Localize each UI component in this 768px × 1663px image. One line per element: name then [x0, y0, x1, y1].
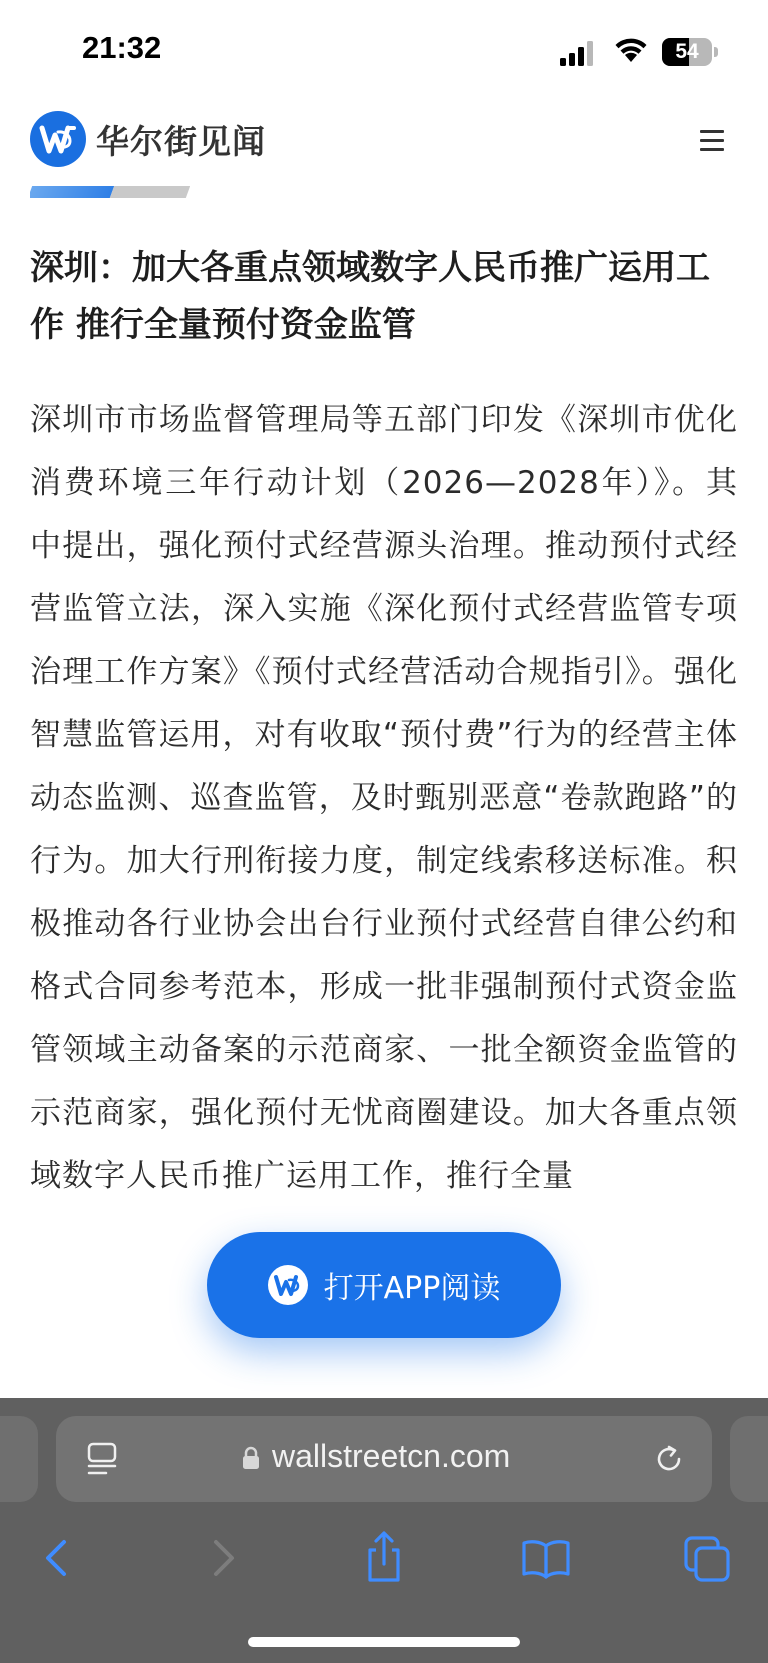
address-bar[interactable]: [56, 1416, 712, 1502]
lock-icon: [242, 1446, 260, 1470]
wallstreetcn-logo-icon: [30, 111, 86, 167]
wifi-icon: [614, 36, 648, 64]
status-time: 21:32: [82, 30, 162, 65]
share-button[interactable]: [354, 1528, 414, 1588]
reader-mode-icon[interactable]: [86, 1442, 118, 1476]
battery-icon: [662, 38, 716, 66]
open-app-label: 打开APP阅读: [323, 1271, 501, 1306]
tabs-icon: [678, 1528, 738, 1588]
open-app-button[interactable]: [207, 1232, 561, 1338]
home-indicator[interactable]: [248, 1637, 520, 1647]
hamburger-menu-icon[interactable]: [692, 120, 732, 160]
status-bar: [0, 0, 768, 100]
bookmarks-icon: [516, 1528, 576, 1588]
browser-toolbar: [0, 1518, 768, 1608]
status-icons: [560, 36, 720, 68]
previous-tab-preview[interactable]: [0, 1416, 38, 1502]
cellular-signal-icon: [560, 40, 596, 66]
forward-icon: [192, 1528, 252, 1588]
forward-button[interactable]: [192, 1528, 252, 1588]
tabs-button[interactable]: [678, 1528, 738, 1588]
reload-icon[interactable]: [652, 1442, 686, 1476]
url-text: wallstreetcn.com: [272, 1438, 511, 1474]
article-title: 深圳：加大各重点领域数字人民币推广运用工作 推行全量预付资金监管: [30, 248, 710, 345]
next-tab-preview[interactable]: [730, 1416, 768, 1502]
bookmarks-button[interactable]: [516, 1528, 576, 1588]
back-button[interactable]: [28, 1528, 88, 1588]
browser-chrome: [0, 1398, 768, 1663]
site-logo[interactable]: [30, 110, 266, 168]
wallstreetcn-logo-icon: [268, 1265, 308, 1305]
site-header: [0, 100, 768, 182]
back-icon: [28, 1528, 88, 1588]
logo-text: 华尔街见闻: [96, 121, 266, 161]
share-icon: [354, 1528, 414, 1588]
header-accent-strip: [30, 186, 190, 198]
battery-level: 54: [675, 40, 699, 63]
article-body: 深圳市市场监督管理局等五部门印发《深圳市优化消费环境三年行动计划（2026—2028年）》。其中提出，强化预付式经营源头治理。推动预付式经营监管立法，深入实施《深化预付式经营监管专项治理工作方案》《预付式经营活动合规指引》。强化智慧监管运用，对有收取“预付费”行为的经营主体动态监测、巡查监管，及时甄别恶意“卷款跑路”的行为。加大行刑衔接力度，制定线索移送标准。积极推动各行业协会出台行业预付式经营自律公约和格式合同参考范本，形成一批非强制预付式资金监管领域主动备案的示范商家、一批全额资金监管的示范商家，强化预付无忧商圈建设。加大各重点领域数字人民币推广运用工作，推行全量: [30, 402, 738, 1194]
